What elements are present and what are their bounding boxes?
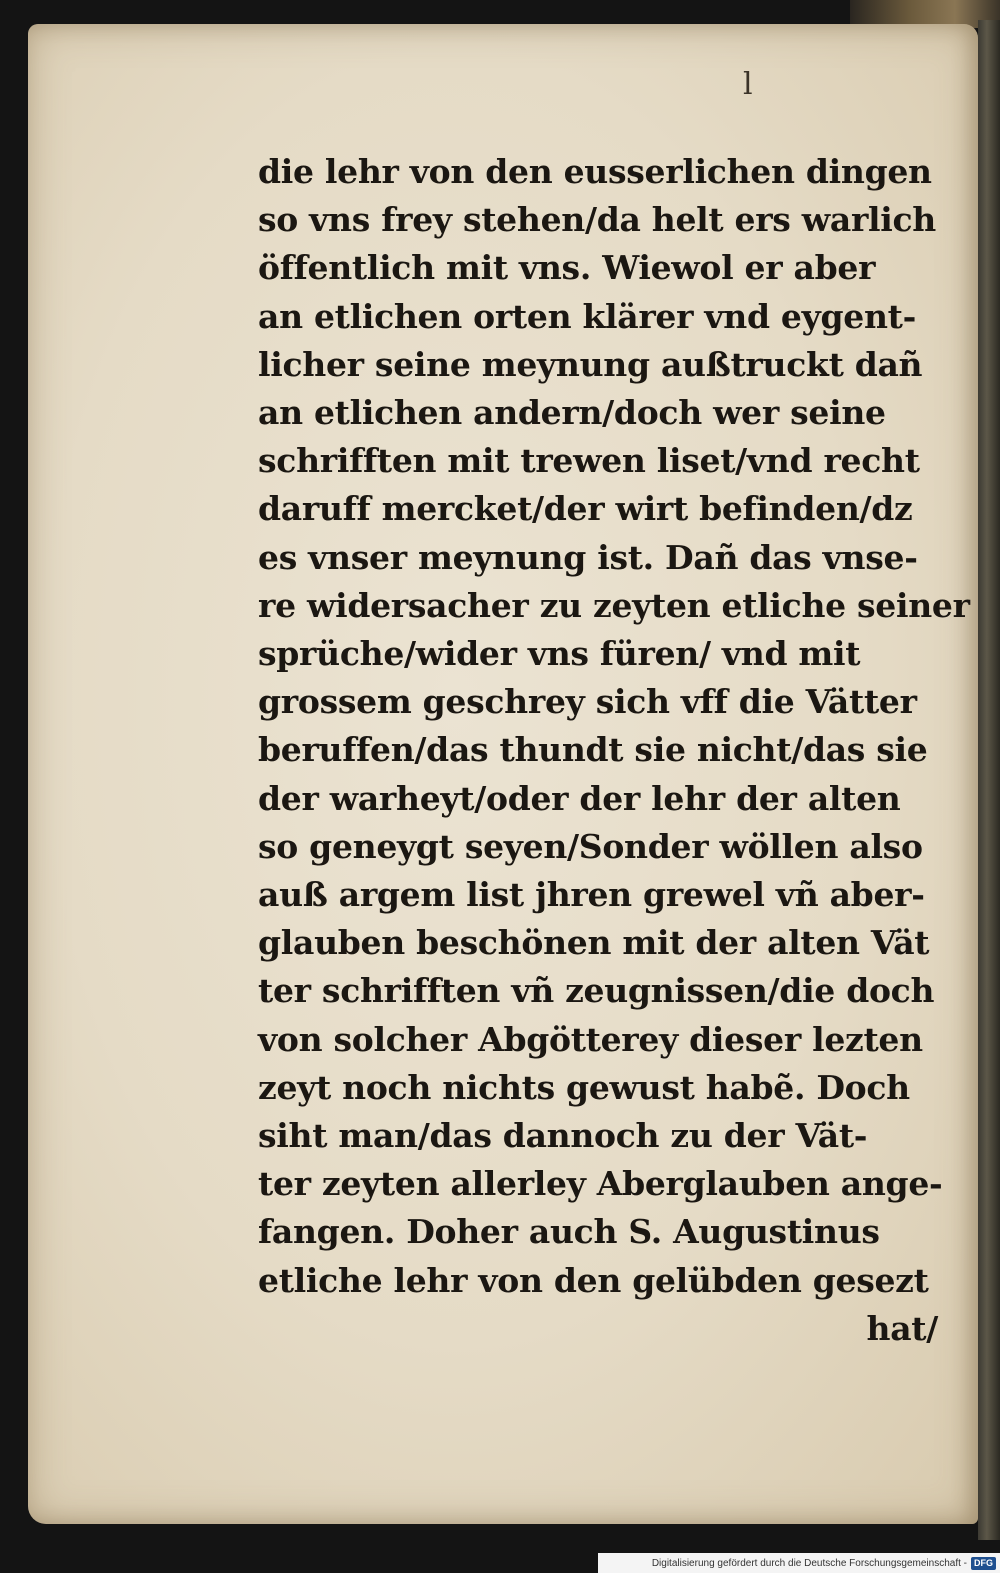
text-line: daruff mercket/der wirt befinden/dz [258, 489, 913, 529]
text-line: siht man/das dannoch zu der Vät- [258, 1116, 868, 1156]
digitization-credit: Digitalisierung gefördert durch die Deutsche Forschungsgemeinschaft - [651, 1557, 967, 1569]
text-line: öffentlich mit vns. Wiewol er aber [258, 248, 876, 288]
text-line: re widersacher zu zeyten etliche seiner [258, 585, 970, 625]
text-line: beruffen/das thundt sie nicht/das sie [258, 730, 928, 770]
digitization-credit-bar [598, 1553, 1000, 1573]
text-line: glauben beschönen mit der alten Vät [258, 923, 930, 963]
text-line: sprüche/wider vns füren/ vnd mit [258, 634, 861, 674]
text-line: licher seine meynung außtruckt dañ [258, 344, 923, 384]
text-line: so geneygt seyen/Sonder wöllen also [258, 826, 923, 866]
text-line: der warheyt/oder der lehr der alten [258, 778, 901, 818]
book-spine-edge [978, 20, 1000, 1540]
text-line: an etlichen orten klärer vnd eygent- [258, 296, 916, 336]
text-line: fangen. Doher auch S. Augustinus [258, 1212, 880, 1252]
text-line: ter schrifften vñ zeugnissen/die doch [258, 971, 935, 1011]
page-mark: l [743, 67, 753, 102]
text-line: ter zeyten allerley Aberglauben ange- [258, 1164, 943, 1204]
text-line: es vnser meynung ist. Dañ das vnse- [258, 537, 918, 577]
text-line: schrifften mit trewen liset/vnd recht [258, 441, 920, 481]
text-line: von solcher Abgötterey dieser lezten [258, 1019, 923, 1059]
page-text [258, 148, 970, 1353]
text-line: die lehr von den eusserlichen dingen [258, 152, 932, 191]
text-line: grossem geschrey sich vff die Vätter [258, 682, 917, 722]
text-line: an etlichen andern/doch wer seine [258, 393, 886, 433]
text-line: zeyt noch nichts gewust habẽ. Doch [258, 1067, 910, 1107]
dfg-logo: DFG [971, 1557, 996, 1570]
text-line: etliche lehr von den gelübden gesezt [258, 1260, 929, 1300]
text-line: so vns frey stehen/da helt ers warlich [258, 200, 936, 240]
catchword: hat/ [866, 1308, 938, 1348]
text-line: auß argem list jhren grewel vñ aber- [258, 875, 925, 915]
